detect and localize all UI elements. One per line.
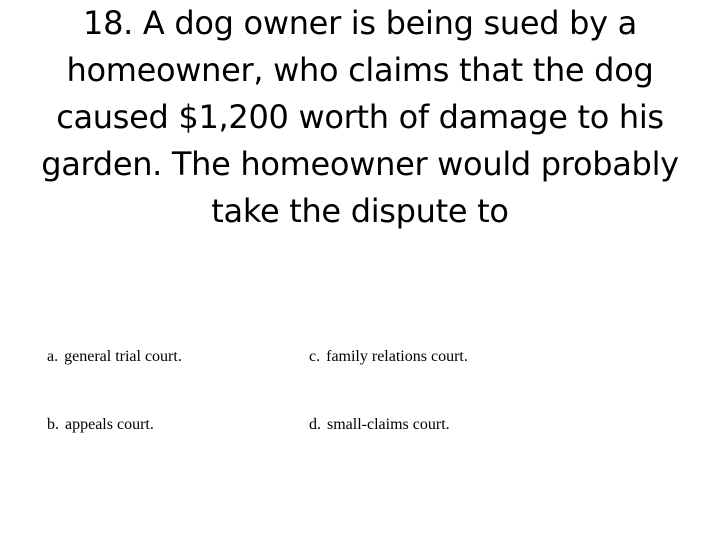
answer-letter: b.: [47, 416, 59, 433]
question-text: 18. A dog owner is being sued by a homeowner, who claims that the dog caused $1,200 worth of damage to his garden. The homeowner would probably take the dispute to: [41, 4, 679, 230]
answer-letter: d.: [309, 416, 321, 433]
answer-option-c[interactable]: [309, 346, 468, 368]
answer-option-a[interactable]: [47, 346, 182, 368]
answer-text: family relations court.: [326, 348, 468, 365]
answer-option-d[interactable]: [309, 414, 450, 436]
answer-option-b[interactable]: [47, 414, 154, 436]
answer-text: small-claims court.: [327, 416, 450, 433]
answer-text: general trial court.: [64, 348, 182, 365]
answer-text: appeals court.: [65, 416, 154, 433]
answer-letter: c.: [309, 348, 321, 365]
answer-letter: a.: [47, 348, 59, 365]
